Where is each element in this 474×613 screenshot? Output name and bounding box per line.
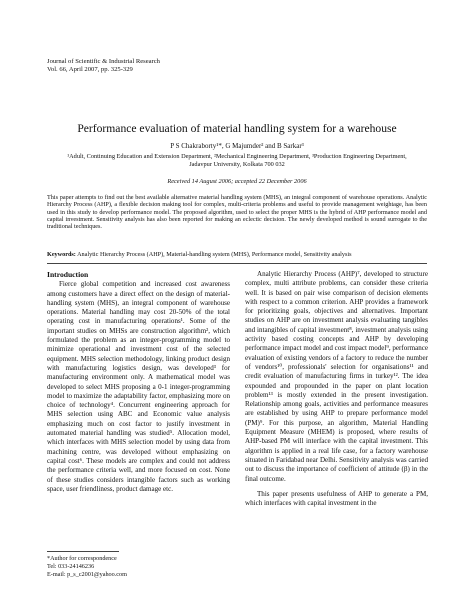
journal-volume: Vol. 66, April 2007, pp. 325-329 [47,66,133,73]
journal-header [47,58,160,74]
footnote-tel: Tel: 033-24146236 [47,563,95,570]
paper-title: Performance evaluation of material handling system for a warehouse [77,122,397,135]
intro-heading: Introduction [47,270,89,279]
affiliation-line-1: ¹Adult, Continuing Education and Extension Department, ²Mechanical Engineering Department, ³Production Engineering Department, [67,153,407,160]
right-column [245,270,428,508]
footnote [47,555,127,579]
abstract: This paper attempts to find out the best available alternative material handling system (MHS), an integral component of warehouse operations. Analytic Hierarchy Process (AHP), a flexible decision making tool for complex, multi-criteria problems and useful to provide management weightage, has been used in this study to develop performance model. The proposed algorithm, used to select the proper MHS is the hybrid of AHP performance model and capital investment. Sensitivity analysis has also been reported for making an eclectic decision. The newly developed method is sound surrogate to the traditional techniques. [47,194,427,231]
keywords-label: Keywords: [47,251,76,258]
journal-name: Journal of Scientific & Industrial Research [47,58,160,65]
keywords-text: Analytic Hierarchy Process (AHP), Material-handling system (MHS), Performance model, Sensitivity analysis [77,251,352,258]
intro-paragraph-1: Fierce global competition and increased cost awareness among customers have a direct effect on the design of material-handling system (MHS), an integral component of warehouse operations. Material handling may cost 20-50% of the total operating cost in manufacturing operations¹. Some of the important studies on MHSs are construction algorithm², which formulated the problem as an integer-programming model to minimize operational and investment cost of the selected equipment. MHS selection methodology, linking product design with manufacturing logistics design, was developed³ for manufacturing environment only. A mathematical model was developed to select MHS proposing a 0-1 integer-programming model to maximize the adaptability factor, emphasizing more on choice of technology⁴. Concurrent engineering approach for MHS selection using ABC and Economic value analysis emphasizing much on cost factor to justify investment in automated material handling was studied⁵. Allocation model, which interfaces with MHS selection model by using data from machining centre, was developed without emphasizing on capital cost⁶. These models are complex and could not address the performance criteria well, and more focused on cost. None of these studies considers intangible factors such as working space, user friendliness, product damage etc. [47,280,230,493]
section-divider [47,263,427,264]
footnote-divider [47,551,119,552]
footnote-email: E-mail: p_s_c2001@yahoo.com [47,571,127,578]
received-dates: Received 14 August 2006; accepted 22 December 2006 [167,178,307,185]
affiliation-line-2: Jadavpur University, Kolkata 700 032 [189,161,285,168]
footnote-correspondence: *Author for correspondence [47,555,117,562]
intro-paragraph-3: This paper presents usefulness of AHP to generate a PM, which interfaces with capital investment in the [245,489,428,508]
intro-paragraph-2: Analytic Hierarchy Process (AHP)⁷, developed to structure complex, multi attribute problems, can consider these criteria well. It is based on pair wise comparison of decision elements with respect to a common criterion. AHP provides a framework for prioritizing goals, objectives and alternatives. Important studies on AHP are on investment analysis evaluating tangibles and intangibles of capital investment⁸, investment analysis using activity based costing concepts and AHP by developing performance impact model and cost impact model⁹, performance evaluation of existing vendors of a factory to reduce the number of vendors¹⁰, professionals' selection for organisations¹¹ and credit evaluation of manufacturing firms in turkey¹². The idea expounded and propounded in the paper on plant location problem¹³ is mostly extended in the present investigation. Relationship among goals, activities and performance measures are established by using AHP to prepare performance model (PM)⁹. For this purpose, an algorithm, Material Handling Equipment Measure (MHEM) is proposed, where results of AHP-based PM will interface with the capital investment. This algorithm is applied in a real life case, for a factory warehouse situated in Faridabad near Delhi. Sensitivity analysis was carried out to discuss the importance of coefficient of attitude (β) in the final outcome. [245,270,428,483]
affiliation [40,153,434,169]
left-column [47,270,230,494]
paper-authors: P S Chakraborty¹*, G Majumder² and B Sarkar³ [170,142,304,150]
keywords [47,251,427,258]
